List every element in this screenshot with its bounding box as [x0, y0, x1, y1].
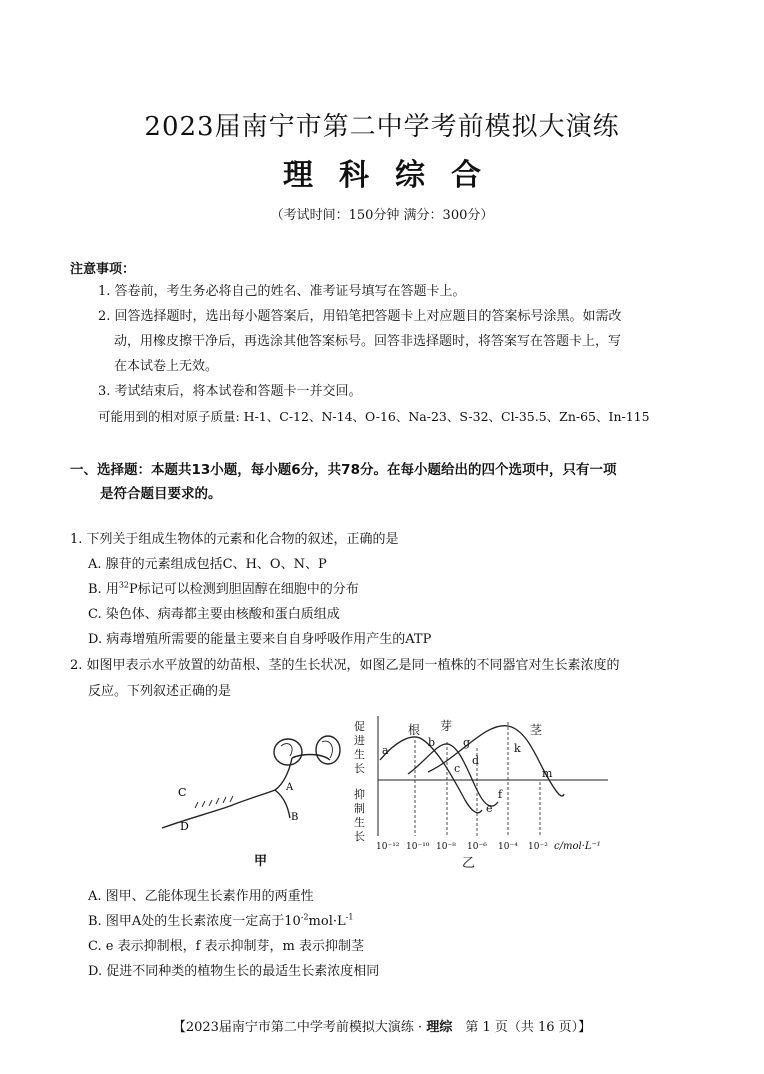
point-b: b: [428, 736, 436, 749]
section-heading-line-2: 是符合题目要求的。: [100, 486, 222, 502]
q2-option-b-sup2: -1: [345, 912, 354, 922]
seedling-stem-top: [292, 755, 330, 761]
exam-info: （考试时间：150分钟 满分：300分）: [270, 208, 494, 223]
q1-option-d: D. 病毒增殖所需要的能量主要来自自身呼吸作用产生的ATP: [88, 632, 432, 647]
tick-2: 10⁻¹⁰: [406, 842, 430, 852]
notice-item-3: 3. 考试结束后，将本试卷和答题卡一并交回。: [98, 384, 362, 399]
q1-option-a: A. 腺苷的元素组成包括C、H、O、N、P: [88, 557, 327, 572]
point-f: f: [498, 788, 503, 801]
jia-label-c: C: [178, 786, 187, 799]
jia-label-d: D: [180, 820, 189, 833]
section-heading: [70, 458, 616, 506]
q1-option-b-sup: 32: [118, 580, 130, 590]
q2-option-b-sup1: -2: [300, 912, 309, 922]
cotyledon-right: [316, 736, 340, 764]
y-down-char-4: 长: [354, 830, 365, 843]
y-up-char-4: 长: [354, 762, 365, 775]
page-footer: [0, 1016, 764, 1035]
q1-stem: 1. 下列关于组成生物体的元素和化合物的叙述，正确的是: [70, 532, 399, 547]
notice-item-1: 1. 答卷前，考生务必将自己的姓名、准考证号填写在答题卡上。: [98, 284, 466, 299]
jia-label-a: A: [286, 782, 294, 793]
footer-subject: 理综: [426, 1020, 453, 1035]
q2-option-b-mid: mol·L: [308, 914, 346, 929]
y-down-char-3: 生: [354, 816, 365, 829]
x-unit: c/mol·L⁻¹: [554, 841, 601, 852]
paper-title: 2023届南宁市第二中学考前模拟大演练: [144, 112, 620, 142]
q2-stem-line-2: 反应。下列叙述正确的是: [88, 684, 232, 699]
point-d: d: [472, 754, 480, 767]
point-k: k: [514, 742, 521, 755]
q1-option-b-pre: B. 用: [88, 582, 119, 597]
paper-subtitle: 理科综合: [283, 158, 507, 193]
y-down-char-1: 抑: [354, 788, 365, 801]
seedling-root: [275, 790, 290, 818]
curve-stem: [428, 726, 564, 796]
figure-yi-caption: 乙: [462, 856, 476, 871]
point-e: e: [486, 802, 493, 815]
jia-label-b: B: [291, 812, 299, 823]
curve-label-stem: 茎: [530, 723, 543, 737]
tick-6: 10⁻²: [528, 842, 548, 852]
section-heading-line-1: 一、选择题：本题共13小题，每小题6分，共78分。在每小题给出的四个选项中，只有一项: [70, 462, 617, 478]
q2-stem-line-1: 2. 如图甲表示水平放置的幼苗根、茎的生长状况，如图乙是同一植株的不同器官对生长素浓度的: [70, 658, 620, 673]
notice-heading: 注意事项：: [70, 262, 136, 277]
y-up-char-3: 生: [354, 748, 365, 761]
curve-label-bud: 芽: [440, 719, 453, 733]
tick-3: 10⁻⁸: [436, 842, 456, 852]
tick-4: 10⁻⁶: [467, 842, 487, 852]
notice-item-2-line-1: 2. 回答选择题时，选出每小题答案后，用铅笔把答题卡上对应题目的答案标号涂黑。如需改: [98, 309, 622, 324]
figure-yi-chart: [350, 712, 620, 862]
curve-bud: [408, 744, 498, 806]
q2-option-b-pre: B. 图甲A处的生长素浓度一定高于10: [88, 914, 301, 929]
point-g: g: [463, 736, 471, 749]
notice-item-2-line-3: 在本试卷上无效。: [114, 359, 219, 374]
figure-jia-seedling: [150, 728, 370, 868]
figure-jia-caption: 甲: [254, 854, 268, 869]
q2-option-b: [88, 910, 353, 929]
footer-page-number: 第 1 页（共 16 页）】: [452, 1020, 592, 1035]
footer-text: 【2023届南宁市第二中学考前模拟大演练 ·: [172, 1020, 427, 1035]
q1-option-c: C. 染色体、病毒都主要由核酸和蛋白质组成: [88, 607, 340, 622]
q2-option-a: A. 图甲、乙能体现生长素作用的两重性: [88, 889, 314, 904]
tick-5: 10⁻⁴: [498, 842, 518, 852]
q2-option-c: C. e 表示抑制根，f 表示抑制芽，m 表示抑制茎: [88, 939, 364, 954]
point-a: a: [382, 744, 389, 757]
q1-option-b: [88, 578, 359, 597]
atomic-mass-line: 可能用到的相对原子质量: H-1、C-12、N-14、O-16、Na-23、S-32、Cl-35.5、Zn-65、In-115: [98, 409, 650, 424]
point-c: c: [454, 762, 461, 775]
y-down-char-2: 制: [354, 802, 365, 815]
q2-option-d: D. 促进不同种类的植物生长的最适生长素浓度相同: [88, 964, 380, 979]
point-m: m: [542, 767, 553, 780]
curve-label-root: 根: [408, 723, 421, 737]
y-up-char-1: 促: [354, 720, 365, 733]
y-up-char-2: 进: [354, 734, 365, 747]
cotyledon-left: [274, 739, 302, 765]
tick-1: 10⁻¹²: [376, 842, 400, 852]
notice-item-2-line-2: 动，用橡皮擦干净后，再选涂其他答案标号。回答非选择题时，将答案写在答题卡上，写: [114, 334, 622, 349]
q1-option-b-post: P标记可以检测到胆固醇在细胞中的分布: [129, 582, 359, 597]
